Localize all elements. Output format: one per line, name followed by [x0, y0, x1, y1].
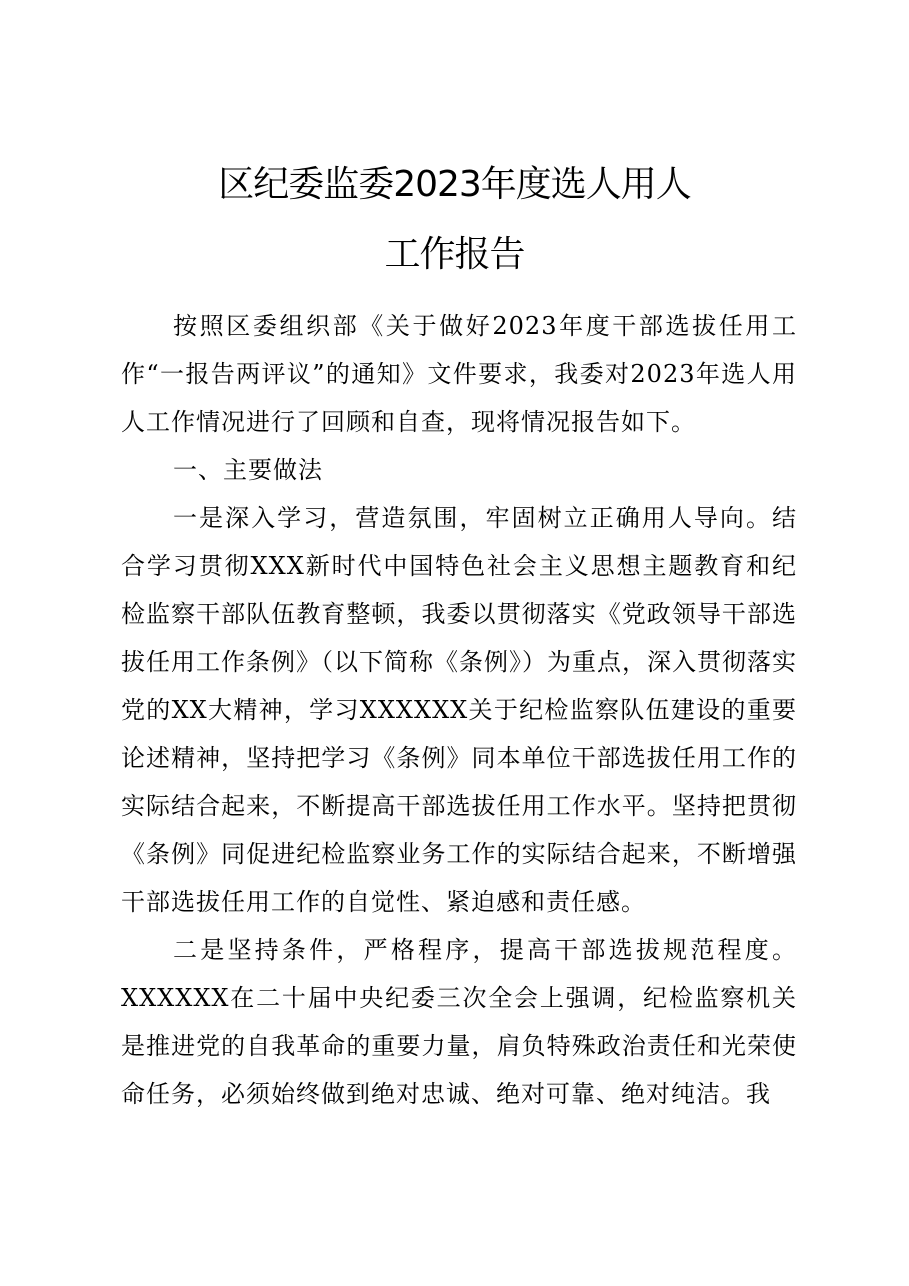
intro-paragraph: 按照区委组织部《关于做好2023年度干部选拔任用工作“一报告两评议”的通知》文件要求，我委对2023年选人用人工作情况进行了回顾和自查，现将情况报告如下。 [121, 312, 797, 436]
body-paragraph-2: 二是坚持条件，严格程序，提高干部选拔规范程度。XXXXXX在二十届中央纪委三次全会上强调，纪检监察机关是推进党的自我革命的重要力量，肩负特殊政治责任和光荣使命任务，必须始终做到绝对忠诚、绝对可靠、绝对纯洁。我 [121, 936, 797, 1108]
title-line-2: 工作报告 [384, 234, 525, 275]
body-paragraph-1: 一是深入学习，营造氛围，牢固树立正确用人导向。结合学习贯彻XXX新时代中国特色社会主义思想主题教育和纪检监察干部队伍教育整顿，我委以贯彻落实《党政领导干部选拔任用工作条例》（以下简称《条例》）为重点，深入贯彻落实党的XX大精神，学习XXXXXX关于纪检监察队伍建设的重要论述精神，坚持把学习《条例》同本单位干部选拔任用工作的实际结合起来，不断提高干部选拔任用工作水平。坚持把贯彻《条例》同促进纪检监察业务工作的实际结合起来，不断增强干部选拔任用工作的自觉性、紧迫感和责任感。 [121, 504, 797, 916]
title-line-1: 区纪委监委2023年度选人用人 [218, 164, 691, 205]
section-heading: 一、主要做法 [173, 456, 323, 484]
document-body [121, 302, 797, 1118]
document-title [0, 150, 909, 290]
